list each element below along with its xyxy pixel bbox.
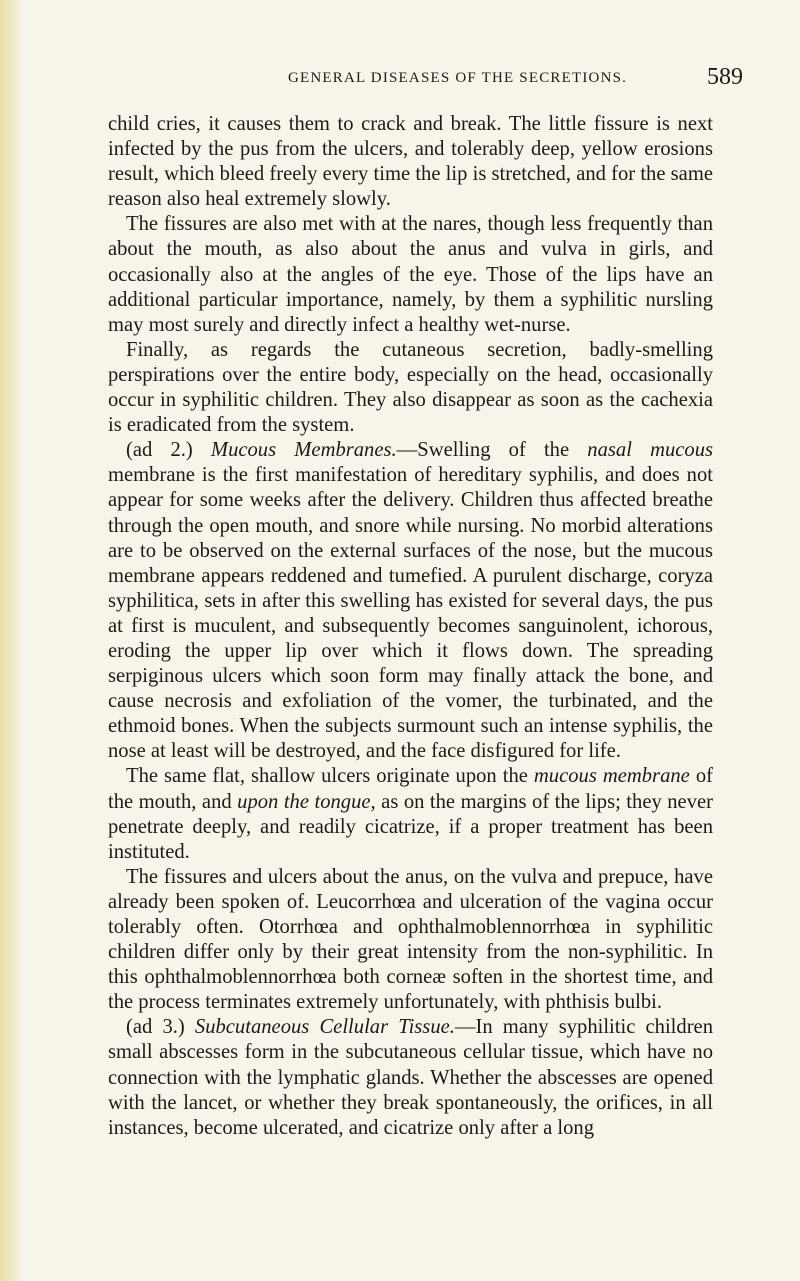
running-head: GENERAL DISEASES OF THE SECRETIONS. bbox=[288, 70, 628, 86]
section-heading-subcutaneous: Subcutaneous Cellular Tissue. bbox=[194, 1016, 455, 1039]
paragraph-text: —In many syphilitic children small abscesses form in the subcutaneous cellular tissue, which have no connection with the lymphatic glands. Whether the abscesses are opened with the lancet, or whether they break spontaneously, the orifices, in all instances, become ulcerated, and cicatrize only after a long bbox=[108, 1016, 713, 1139]
paragraph-mouth-ulcers bbox=[108, 764, 713, 864]
paragraph-text: of the mouth, and bbox=[108, 765, 713, 813]
paragraph-text: as on the margins of the lips; they never penetrate deeply, and readily cicatrize, if a proper treatment has been instituted. bbox=[108, 790, 713, 863]
page-number: 589 bbox=[707, 64, 743, 90]
section-heading-mucous-membranes: Mucous Membranes. bbox=[210, 439, 397, 462]
paragraph-fissures-nares: The fissures are also met with at the nares, though less frequently than about the mouth, as also about the anus and vulva in girls, and occasionally also at the angles of the eye. Those of the lips have an additional particular importance, namely, by them a syphilitic nursling may most surely and directly infect a healthy wet-nurse. bbox=[108, 213, 713, 336]
section-number: (ad 2.) bbox=[126, 439, 211, 462]
emphasis-mucous-membrane: mucous membrane bbox=[533, 765, 690, 788]
paragraph-anus-vulva: The fissures and ulcers about the anus, on the vulva and prepuce, have already been spoken of. Leucorrhœa and ulceration of the vagina occur tolerably often. Otorrhœa and ophthalmoblennorrhœa in syphilitic children differ only by their great intensity from the non-syphilitic. In this ophthalmoblennorrhœa both corneæ soften in the shortest time, and the process terminates extremely unfortunately, with phthisis bulbi. bbox=[108, 865, 713, 1014]
paragraph-mucous-membranes bbox=[108, 438, 713, 764]
text-body bbox=[108, 112, 713, 1141]
page-edge bbox=[0, 0, 22, 1281]
page-header bbox=[0, 64, 800, 94]
emphasis-nasal-mucous: nasal mucous bbox=[587, 439, 714, 462]
paragraph-text: membrane is the first manifestation of hereditary syphilis, and does not appear for some weeks after the delivery. Children thus affected breathe through the open mouth, and snore while nursing. No morbid alterations are to be observed on the external surfaces of the nose, but the mucous membrane appears reddened and tumefied. A purulent discharge, coryza syphilitica, sets in after this swelling has existed for several days, the pus at first is muculent, and subsequently becomes sanguinolent, ichorous, eroding the upper lip over which it flows down. The spreading serpiginous ulcers which soon form may finally attack the bone, and cause necrosis and exfoliation of the vomer, the turbinated, and the ethmoid bones. When the subjects surmount such an intense syphilis, the nose at least will be destroyed, and the face disfigured for life. bbox=[108, 464, 713, 763]
paragraph-cutaneous-secretion: Finally, as regards the cutaneous secretion, badly-smelling perspirations over the entire body, especially on the head, occasionally occur in syphilitic children. They also disappear as soon as the cachexia is eradicated from the system. bbox=[108, 338, 713, 437]
paragraph-fissure-lips: child cries, it causes them to crack and break. The little fissure is next infected by the pus from the ulcers, and tolerably deep, yellow erosions result, which bleed freely every time the lip is stretched, and for the same reason also heal extremely slowly. bbox=[108, 113, 713, 211]
section-number: (ad 3.) bbox=[126, 1016, 195, 1039]
emphasis-upon-the-tongue: upon the tongue, bbox=[237, 790, 376, 813]
paragraph-text: —Swelling of the bbox=[396, 439, 588, 462]
paragraph-text: The same flat, shallow ulcers originate upon the bbox=[126, 765, 534, 788]
paragraph-subcutaneous-tissue bbox=[108, 1015, 713, 1140]
